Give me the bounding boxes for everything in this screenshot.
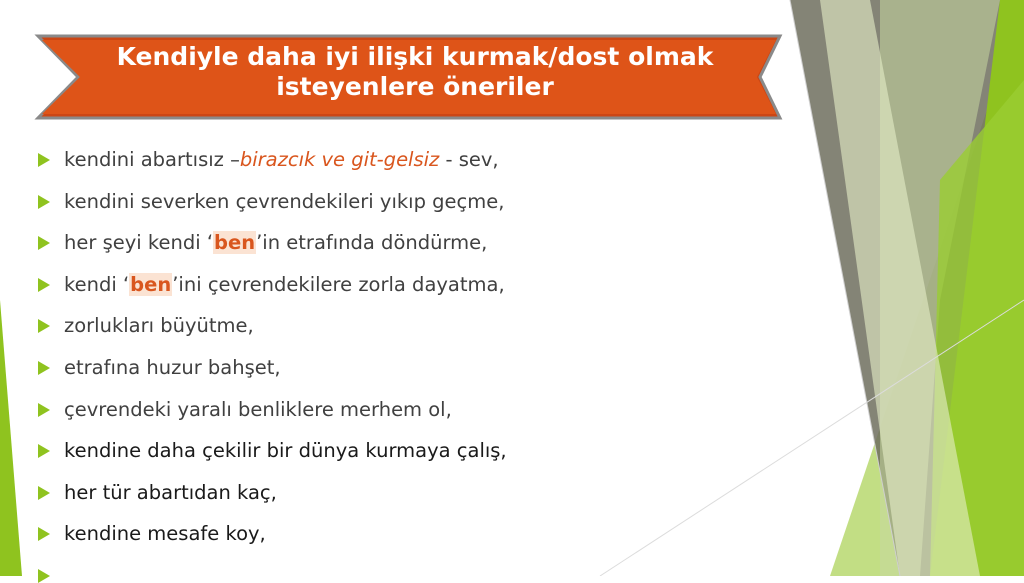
bullet-arrow-icon [38, 319, 50, 333]
emphasis-ben: ben [214, 231, 256, 255]
page-title [70, 42, 760, 102]
bullet-arrow-icon [38, 278, 50, 292]
list-item: kendini abartısız –birazcık ve git-gelsiz - sev, [38, 143, 778, 185]
bullet-arrow-icon [38, 195, 50, 209]
list-item: çevrendeki yaralı benliklere merhem ol, [38, 393, 778, 435]
title-line-2: isteyenlere öneriler [276, 72, 554, 101]
list-item: etrafına huzur bahşet, [38, 351, 778, 393]
bullet-arrow-icon [38, 444, 50, 458]
bullet-arrow-icon [38, 236, 50, 250]
list-item: kendine mesafe koy, [38, 517, 778, 559]
list-item: her tür abartıdan kaç, [38, 476, 778, 518]
bullet-arrow-icon [38, 486, 50, 500]
emphasis-ben: ben [130, 272, 172, 296]
list-item: kendini severken çevrendekileri yıkıp geçme, [38, 185, 778, 227]
bullet-arrow-icon [38, 527, 50, 541]
title-line-1: Kendiyle daha iyi ilişki kurmak/dost olmak [116, 42, 714, 71]
bullet-arrow-icon [38, 403, 50, 417]
bullet-arrow-icon [38, 361, 50, 375]
bullet-list [38, 143, 778, 579]
list-item: kendi ‘ben’ini çevrendekilere zorla dayatma, [38, 268, 778, 310]
bullet-arrow-icon [38, 153, 50, 167]
emphasis-text: birazcık ve git-gelsiz [239, 148, 440, 171]
list-item: zorlukları büyütme, [38, 309, 778, 351]
list-item: kendine daha çekilir bir dünya kurmaya çalış, [38, 434, 778, 476]
list-item: her şeyi kendi ‘ben’in etrafında döndürme, [38, 226, 778, 268]
